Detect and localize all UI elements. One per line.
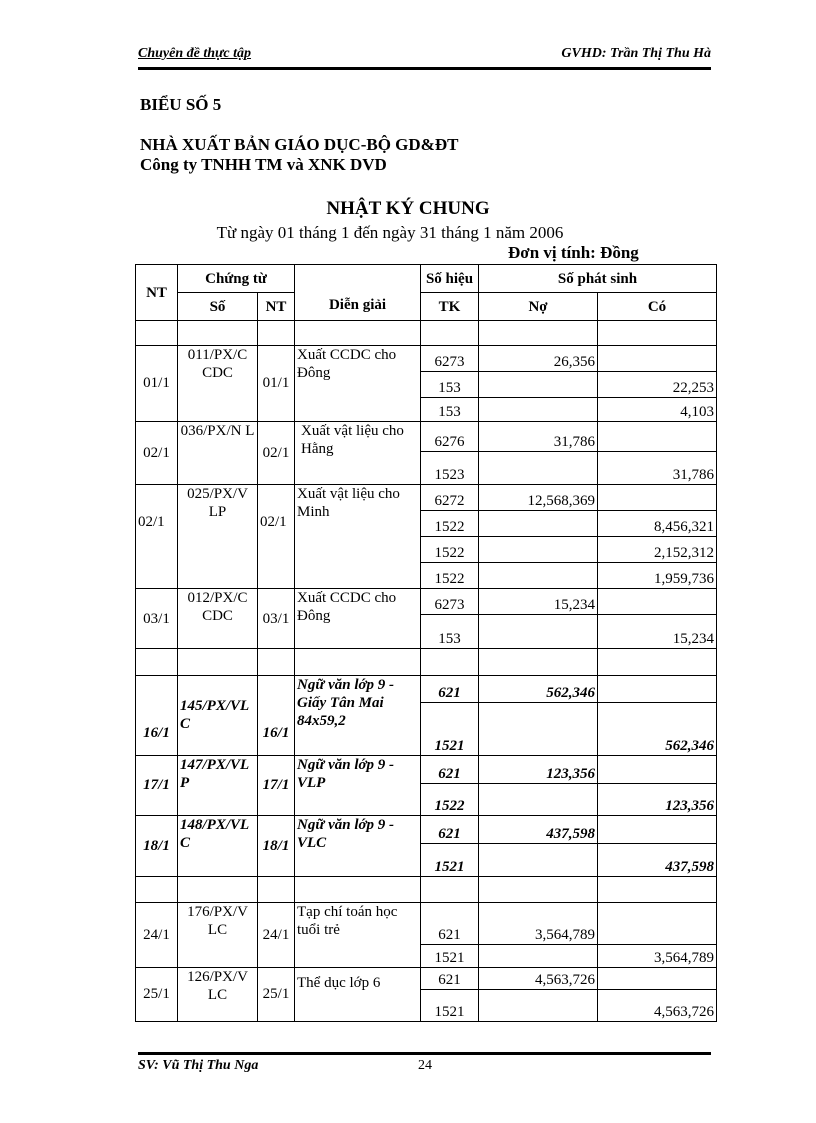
entry-description: Ngữ văn lớp 9 - VLC [295,815,421,876]
account-code: 153 [421,615,479,649]
credit-amount [598,967,717,989]
header-divider [138,67,711,70]
entry-nt: 16/1 [136,675,178,756]
account-code: 6272 [421,485,479,510]
account-code: 1521 [421,843,479,876]
journal-period: Từ ngày 01 tháng 1 đến ngày 31 tháng 1 năm 2006 [216,223,564,242]
entry-description: Xuất vật liệu cho Hằng [295,422,421,485]
table-row [136,756,717,784]
debit-amount: 3,564,789 [479,903,598,945]
page-number: 24 [418,1058,432,1073]
entry-voucher-no: 126/PX/V LC [178,967,258,1022]
col-co: Có [598,293,717,321]
table-row [136,967,717,989]
credit-amount: 2,152,312 [598,536,717,562]
credit-amount [598,675,717,702]
account-code: 621 [421,675,479,702]
company: Công ty TNHH TM và XNK DVD [140,155,387,174]
col-nt-ct: NT [258,293,295,321]
entry-description: Ngữ văn lớp 9 - Giấy Tân Mai 84x59,2 [295,675,421,756]
credit-amount: 1,959,736 [598,562,717,588]
account-code: 1523 [421,452,479,485]
credit-amount [598,756,717,784]
debit-amount [479,510,598,536]
entry-voucher-no: 147/PX/VL P [178,756,258,815]
credit-amount: 22,253 [598,371,717,397]
credit-amount: 123,356 [598,784,717,815]
credit-amount: 8,456,321 [598,510,717,536]
account-code: 1522 [421,784,479,815]
table-row [136,815,717,843]
credit-amount: 4,103 [598,397,717,421]
publisher: NHÀ XUẤT BẢN GIÁO DỤC-BỘ GD&ĐT [140,135,459,154]
col-so: Số [178,293,258,321]
account-code: 621 [421,756,479,784]
debit-amount [479,615,598,649]
entry-voucher-no: 025/PX/V LP [178,485,258,589]
credit-amount [598,815,717,843]
spacer-row [136,321,717,345]
entry-nt: 01/1 [136,345,178,422]
entry-description: Xuất vật liệu cho Minh [295,485,421,589]
account-code: 1522 [421,562,479,588]
account-code: 621 [421,967,479,989]
debit-amount: 15,234 [479,589,598,615]
account-code: 621 [421,903,479,945]
entry-voucher-no: 011/PX/C CDC [178,345,258,422]
table-row [136,422,717,452]
debit-amount [479,989,598,1021]
debit-amount: 26,356 [479,345,598,371]
entry-description: Xuất CCDC cho Đông [295,345,421,422]
debit-amount [479,784,598,815]
table-row [136,675,717,702]
debit-amount [479,452,598,485]
entry-nt: 02/1 [136,485,178,589]
col-no: Nợ [479,293,598,321]
debit-amount: 437,598 [479,815,598,843]
debit-amount [479,562,598,588]
credit-amount [598,422,717,452]
footer-student: SV: Vũ Thị Thu Nga [138,1058,259,1073]
debit-amount: 12,568,369 [479,485,598,510]
entry-description: Tạp chí toán học tuổi trẻ [295,903,421,967]
credit-amount: 437,598 [598,843,717,876]
debit-amount [479,843,598,876]
account-code: 1521 [421,945,479,967]
debit-amount: 562,346 [479,675,598,702]
table-row [136,485,717,510]
entry-nt: 02/1 [136,422,178,485]
entry-nt: 24/1 [136,903,178,967]
account-code: 1522 [421,510,479,536]
entry-voucher-date: 25/1 [258,967,295,1022]
table-row [136,589,717,615]
account-code: 1522 [421,536,479,562]
currency-unit: Đơn vị tính: Đồng [508,243,639,262]
spacer-row [136,649,717,675]
col-so-hieu: Số hiệu [421,265,479,293]
credit-amount [598,485,717,510]
entry-voucher-date: 18/1 [258,815,295,876]
col-so-phat-sinh: Số phát sinh [479,265,717,293]
debit-amount: 123,356 [479,756,598,784]
entry-nt: 18/1 [136,815,178,876]
col-tk: TK [421,293,479,321]
account-code: 1521 [421,702,479,755]
debit-amount: 31,786 [479,422,598,452]
header-right: GVHD: Trần Thị Thu Hà [561,46,711,61]
bieu-so: BIỂU SỐ 5 [140,95,222,114]
entry-voucher-no: 036/PX/N L [178,422,258,485]
entry-description: Ngữ văn lớp 9 - VLP [295,756,421,815]
table-row [136,903,717,945]
footer-divider [138,1052,711,1055]
debit-amount [479,371,598,397]
header-left: Chuyên đề thực tập [138,46,252,61]
account-code: 6273 [421,589,479,615]
entry-voucher-no: 145/PX/VL C [178,675,258,756]
credit-amount [598,589,717,615]
credit-amount [598,903,717,945]
debit-amount: 4,563,726 [479,967,598,989]
account-code: 153 [421,397,479,421]
entry-nt: 25/1 [136,967,178,1022]
journal-title: NHẬT KÝ CHUNG [326,198,490,219]
credit-amount [598,345,717,371]
credit-amount: 15,234 [598,615,717,649]
account-code: 6276 [421,422,479,452]
debit-amount [479,536,598,562]
debit-amount [479,397,598,421]
entry-voucher-no: 176/PX/V LC [178,903,258,967]
entry-voucher-date: 01/1 [258,345,295,422]
account-code: 153 [421,371,479,397]
debit-amount [479,702,598,755]
entry-voucher-date: 24/1 [258,903,295,967]
header-row [136,293,717,321]
credit-amount: 4,563,726 [598,989,717,1021]
entry-voucher-no: 148/PX/VL C [178,815,258,876]
entry-voucher-date: 02/1 [258,422,295,485]
entry-description: Xuất CCDC cho Đông [295,589,421,649]
entry-nt: 17/1 [136,756,178,815]
general-journal-table [135,264,716,1022]
credit-amount: 3,564,789 [598,945,717,967]
entry-voucher-date: 16/1 [258,675,295,756]
account-code: 621 [421,815,479,843]
col-nt: NT [136,265,178,321]
credit-amount: 31,786 [598,452,717,485]
debit-amount [479,945,598,967]
entry-voucher-date: 03/1 [258,589,295,649]
entry-voucher-date: 17/1 [258,756,295,815]
col-chung-tu: Chứng từ [178,265,295,293]
entry-voucher-no: 012/PX/C CDC [178,589,258,649]
header-row [136,265,717,293]
spacer-row [136,876,717,902]
col-dien-giai: Diễn giải [295,265,421,321]
entry-voucher-date: 02/1 [258,485,295,589]
page-header [138,46,711,66]
table-row [136,345,717,371]
account-code: 1521 [421,989,479,1021]
entry-nt: 03/1 [136,589,178,649]
entry-description: Thể dục lớp 6 [295,967,421,1022]
account-code: 6273 [421,345,479,371]
credit-amount: 562,346 [598,702,717,755]
